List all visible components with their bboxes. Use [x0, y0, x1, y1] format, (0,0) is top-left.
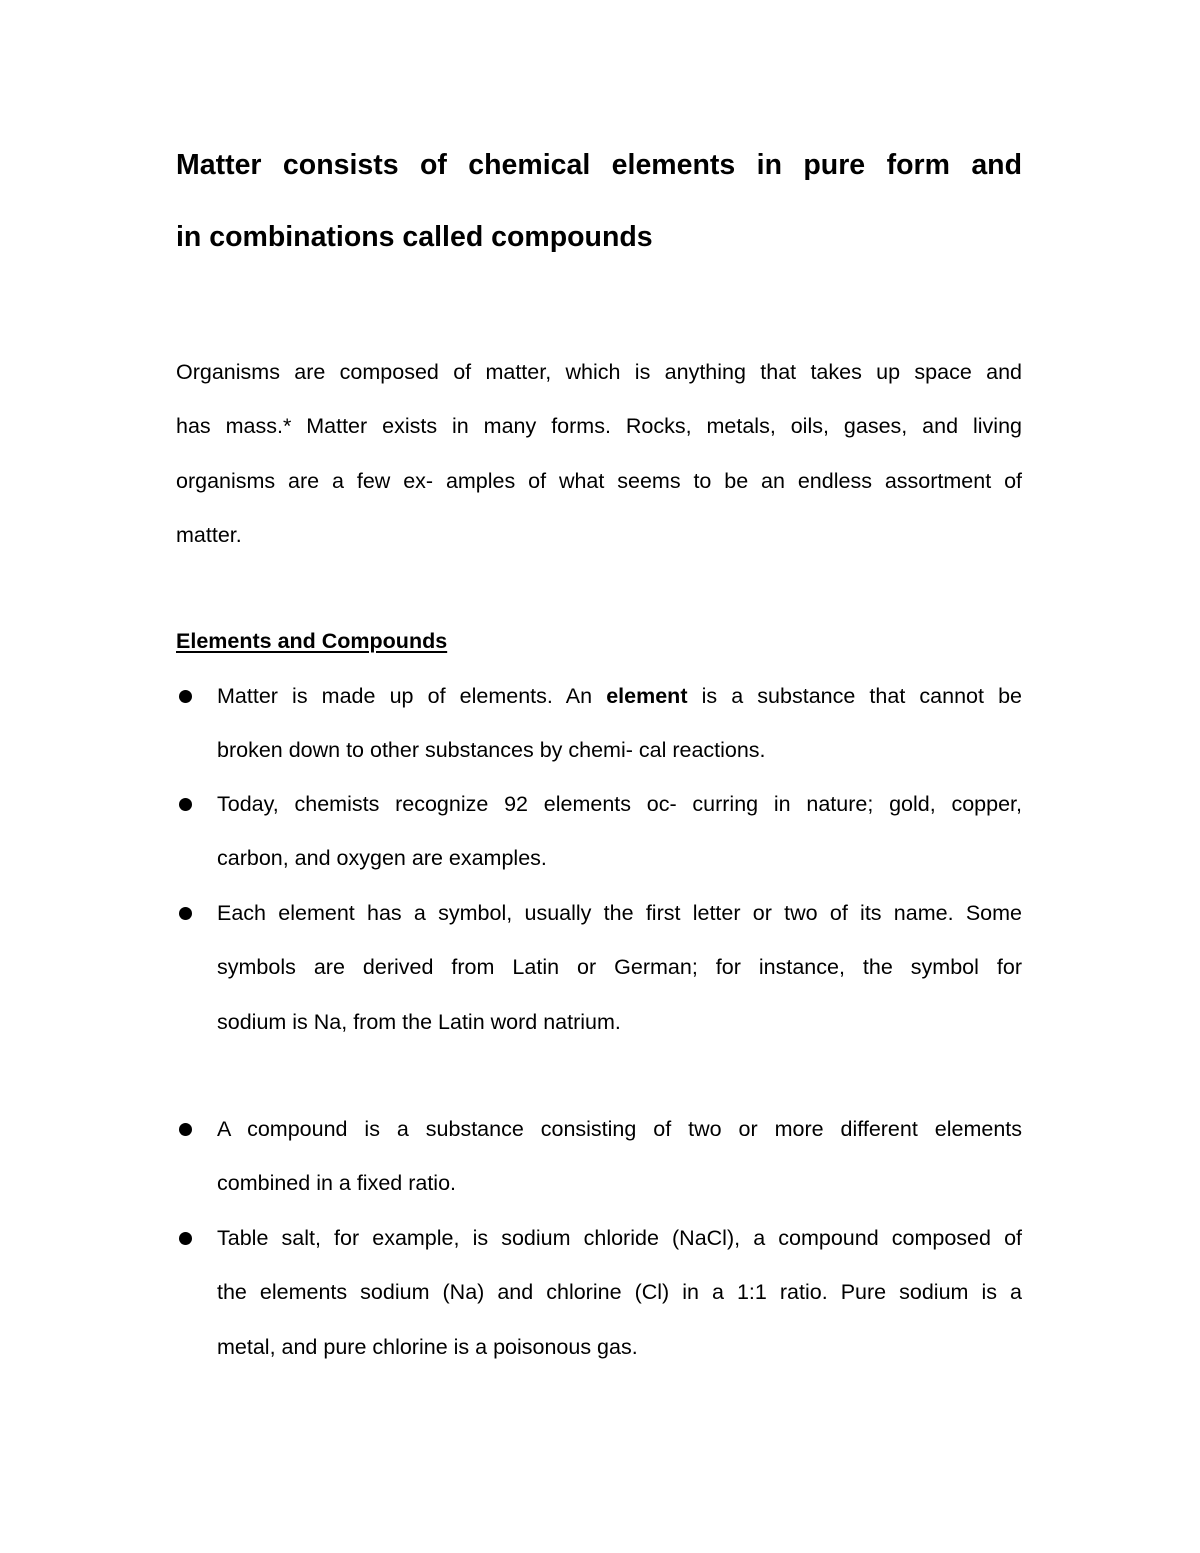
list-item-text: [217, 1102, 1022, 1211]
intro-paragraph: [176, 345, 1022, 562]
title-line: in combinations called compounds: [176, 221, 653, 253]
document-title: [176, 129, 1022, 273]
list-item-line: metal, and pure chlorine is a poisonous gas.: [217, 1334, 638, 1359]
section-heading: Elements and Compounds: [176, 629, 448, 653]
list-item-text: [217, 777, 1022, 886]
list-item-line: Today, chemists recognize 92 elements oc- curring in nature; gold, copper,: [217, 792, 1022, 816]
text-run: is a substance that cannot be: [687, 684, 1022, 708]
bullet-dot-icon: [179, 690, 192, 703]
intro-line: matter.: [176, 522, 242, 547]
list-item-text: [217, 886, 1022, 1049]
term-element: element: [606, 684, 688, 708]
intro-line: Organisms are composed of matter, which is anything that takes up space and: [176, 360, 1022, 384]
list-item-text: [217, 1211, 1022, 1374]
title-line: Matter consists of chemical elements in pure form and: [176, 149, 1022, 181]
intro-line: organisms are a few ex- amples of what seems to be an endless assortment of: [176, 468, 1022, 493]
list-item-line: sodium is Na, from the Latin word natrium.: [217, 1009, 621, 1034]
list-item-line: symbols are derived from Latin or German; for instance, the symbol for: [217, 955, 1022, 980]
intro-line: has mass.* Matter exists in many forms. Rocks, metals, oils, gases, and living: [176, 414, 1022, 439]
bullet-dot-icon: [179, 798, 192, 811]
list-item-line: Table salt, for example, is sodium chloride (NaCl), a compound composed of: [217, 1226, 1022, 1250]
bullet-dot-icon: [179, 907, 192, 920]
bullet-dot-icon: [179, 1232, 192, 1245]
list-item-line: carbon, and oxygen are examples.: [217, 846, 547, 871]
list-item-line: combined in a fixed ratio.: [217, 1171, 457, 1196]
list-item-line: broken down to other substances by chemi- cal reactions.: [217, 738, 766, 763]
bullet-dot-icon: [179, 1123, 192, 1136]
list-item-text: [217, 669, 1022, 778]
list-item-line: [217, 669, 1022, 723]
list-item-line: the elements sodium (Na) and chlorine (Cl) in a 1:1 ratio. Pure sodium is a: [217, 1280, 1022, 1305]
list-item-line: A compound is a substance consisting of two or more different elements: [217, 1117, 1022, 1141]
list-item-line: Each element has a symbol, usually the first letter or two of its name. Some: [217, 901, 1022, 925]
text-run: Matter is made up of elements. An: [217, 684, 607, 708]
